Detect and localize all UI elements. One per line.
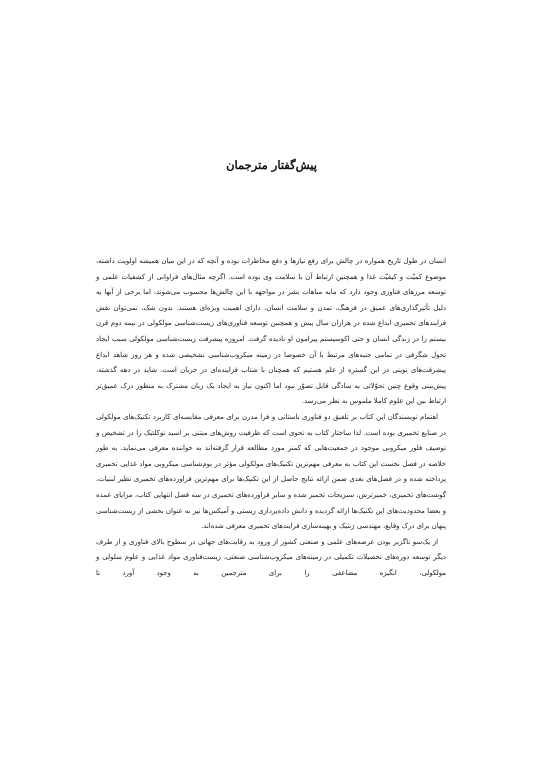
paragraph-3: از یک‌سو ناگزیر بودن عرصه‌های علمی و صنعتی کشور از ورود به رقابت‌های جهانی در سطوح بالای فناوری و از طرف دیگر توسعه دوره‌های تحصیلات تکمیلی در زمینه‌های میکروب‌شناسی صنعتی، زیست‌فناوری مواد غذایی و علوم سلولی و مولکولی، انگیزه مضاعفی را برای مترجمین به وجود آورد تا — [96, 537, 446, 577]
page-title: پیش‌گفتار مترجمان — [226, 157, 317, 172]
paragraph-2: اهتمام نویسندگان این کتاب بر تلفیق دو فناوری باستانی و فرا مدرن برای معرفی مقایسه‌ای کاربرد تکنیک‌های مولکولی در صنایع تخمیری بوده است. لذا ساختار کتاب به نحوی است که ظرفیت روش‌های مبتنی بر اسید نوکلئیک را در تشخیص و توصیف فلور میکروبی موجود در جمعیت‌هایی که کمتر مورد مطالعه قرار گرفته‌اند به خواننده معرفی می‌نماید. به طور خلاصه در فصل نخست این کتاب به معرفی مهم‌ترین تکنیک‌های مولکولی مؤثر در بوم‌شناسی میکروبی مواد غذایی تخمیری پرداخته شده و در فصل‌های بعدی ضمن ارائه نتایج حاصل از این تکنیک‌ها برای مهم‌ترین فراورده‌های تخمیری نظیر لبنیات، گوشت‌های تخمیری، خمیرترش، سبزیجات تخمیر شده و سایر فراورده‌های تخمیری در سه فصل انتهایی کتاب، مزایای عمده و بعضا محدودیت‌های این تکنیک‌ها ارائه گردیده و دانش داده‌پردازی زیستی و آمیکس‌ها نیز به عنوان بخشی از زیست‌شناسی پنهان برای درک وقایع، مهندسی ژنتیک و بهینه‌سازی فرایندهای تخمیری معرفی شده‌اند. — [96, 412, 446, 531]
body-text — [96, 254, 446, 581]
paragraph-1: انسان در طول تاریخ همواره در چالش برای رفع نیازها و دفع مخاطرات بوده و آنچه که در این میان همیشه اولویت داشته، موضوع کمیّت و کیفیّت غذا و همچنین ارتباط آن با سلامت وی بوده است. اگرچه مثال‌های فراوانی از کشفیات علمی و توسعه مرزهای فناوری وجود دارد که مایه مباهات بشر در مواجهه با این چالش‌ها محسوب می‌شوند، اما برخی از آنها به دلیل تأثیرگذاری‌های عمیق در فرهنگ، تمدن و سلامت انسان، دارای اهمیت ویژه‌ای هستند. بدون شک، نمی‌توان نقش فرایندهای تخمیری ابداع شده در هزاران سال پیش و همچنین توسعه فناوری‌های زیست‌شناسی مولکولی در نیمه دوم قرن بیستم را در زندگی انسان و حتی اکوسیستم پیرامون او نادیده گرفت. امروزه پیشرفت زیست‌شناسی مولکولی سبب ایجاد تحول شگرفی در تمامی جنبه‌های مرتبط با آن خصوصا در زمینه میکروب‌شناسی تشخیصی شده و هر روز شاهد ابداع پیشرفت‌های نوینی در این گستره از علم هستیم که همچنان با شتاب فزاینده‌ای در جریان است. شاید در دهه گذشته، پیش‌بینی وقوع چنین تحوّلاتی به سادگی قابل تصوّر نبود اما اکنون نیاز به ایجاد یک زبان مشترک به منظور درک عمیق‌تر ارتباط بین این علوم کاملا ملموس به نظر می‌رسد. — [96, 257, 446, 406]
